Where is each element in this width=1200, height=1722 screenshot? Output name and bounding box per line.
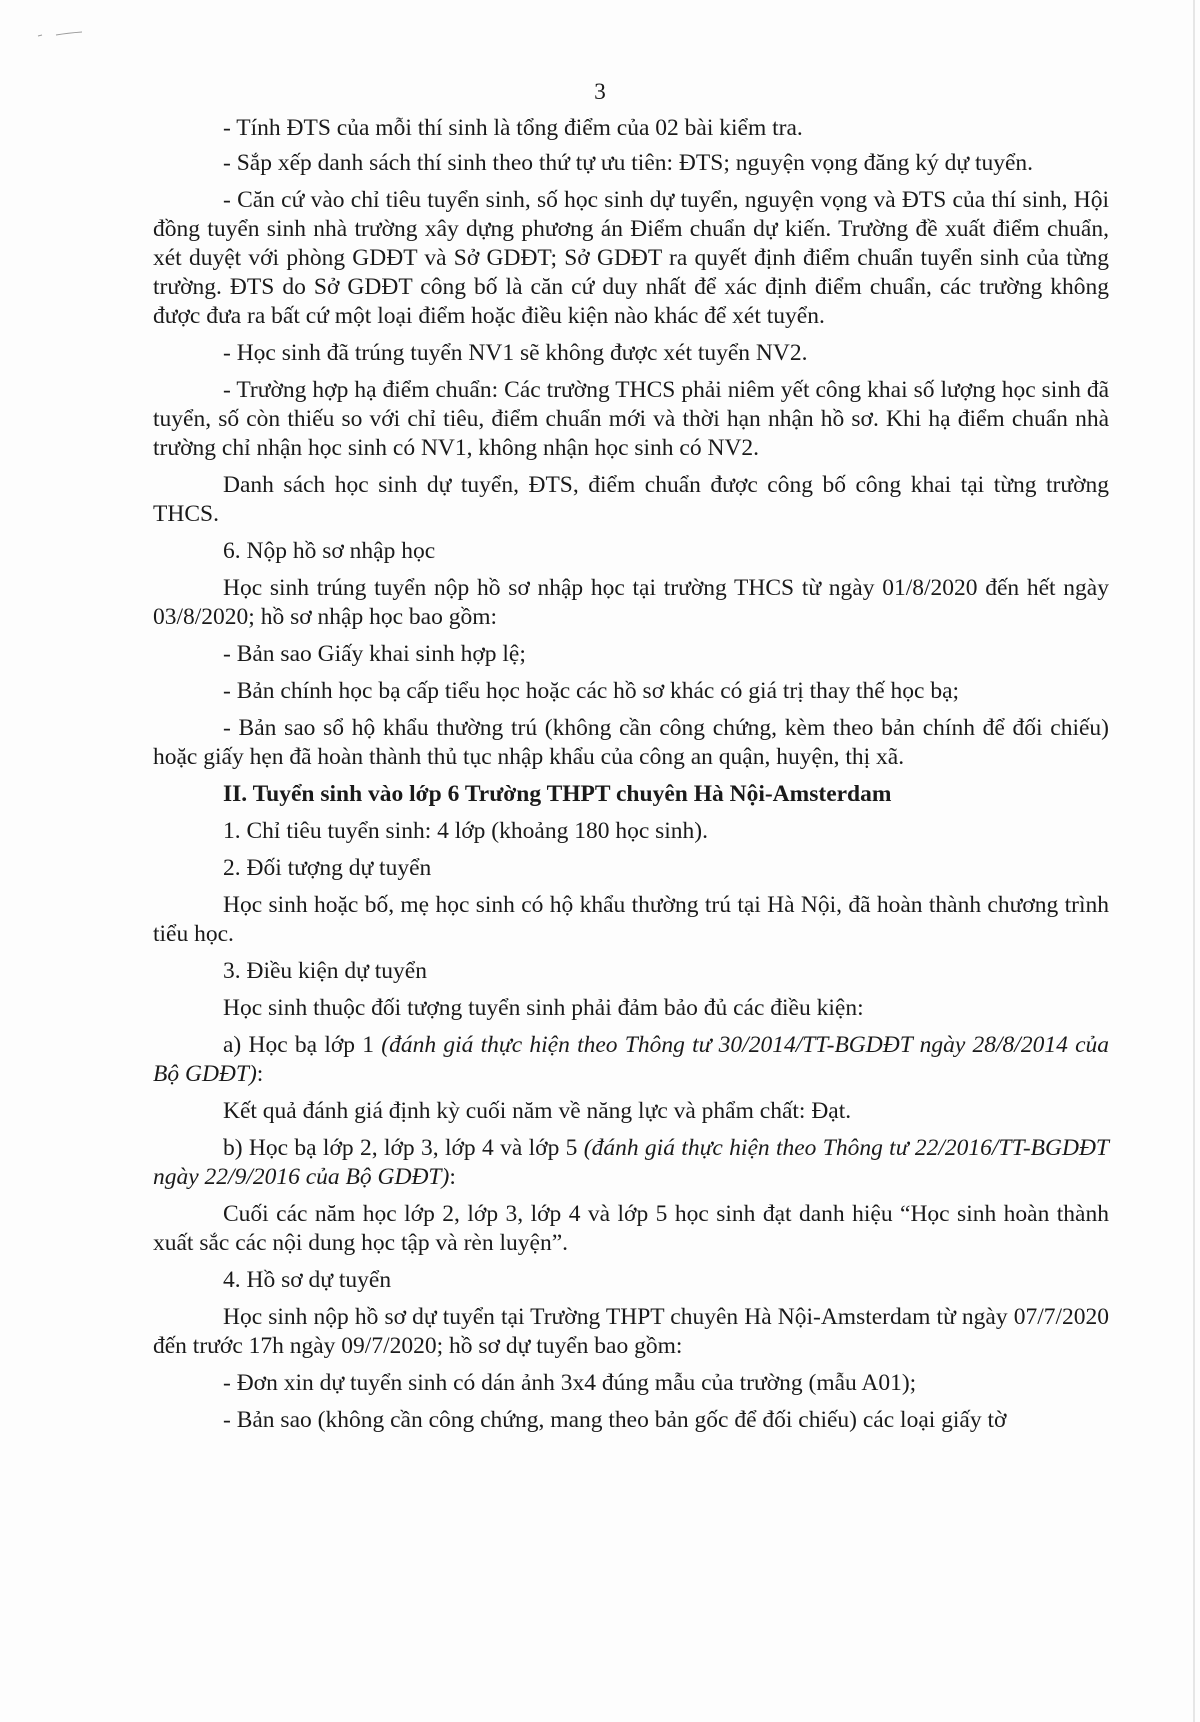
condition-b xyxy=(153,1134,1109,1192)
list-item-household-book: - Bản sao sổ hộ khẩu thường trú (không cần công chứng, kèm theo bản chính để đối chiếu) hoặc giấy hẹn đã hoàn thành thủ tục nhập khẩu của công an quận, huyện, thị xã. xyxy=(153,715,1109,770)
document-body xyxy=(153,114,1109,1443)
scan-smudge-mark xyxy=(36,30,86,38)
paragraph-benchmark-score: - Căn cứ vào chỉ tiêu tuyển sinh, số học sinh dự tuyển, nguyện vọng và ĐTS của thí sinh, Hội đồng tuyển sinh nhà trường xây dựng phương án Điểm chuẩn dự kiến. Trường đề xuất điểm chuẩn, xét duyệt với phòng GDĐT và Sở GDĐT; Sở GDĐT ra quyết định điểm chuẩn tuyển sinh của từng trường. ĐTS do Sở GDĐT công bố là căn cứ duy nhất để xác định điểm chuẩn, các trường không được đưa ra bất cứ một loại điểm hoặc điều kiện nào khác để xét tuyển. xyxy=(153,187,1109,329)
scan-edge-line xyxy=(1193,0,1195,1722)
list-item-school-record: - Bản chính học bạ cấp tiểu học hoặc các hồ sơ khác có giá trị thay thế học bạ; xyxy=(223,678,960,704)
list-item-birth-certificate: - Bản sao Giấy khai sinh hợp lệ; xyxy=(223,641,526,667)
subheading-submit-enrollment: 6. Nộp hồ sơ nhập học xyxy=(223,538,436,564)
condition-b-prefix: b) Học bạ lớp 2, lớp 3, lớp 4 và lớp 5 xyxy=(223,1135,584,1161)
paragraph-nv1-rule: - Học sinh đã trúng tuyển NV1 sẽ không được xét tuyển NV2. xyxy=(223,340,808,366)
page-number: 3 xyxy=(594,79,606,105)
list-item-copies: - Bản sao (không cần công chứng, mang theo bản gốc để đối chiếu) các loại giấy tờ xyxy=(223,1407,1007,1433)
condition-a-result: Kết quả đánh giá định kỳ cuối năm về năng lực và phẩm chất: Đạt. xyxy=(223,1098,852,1124)
subheading-conditions: 3. Điều kiện dự tuyển xyxy=(223,958,427,984)
subheading-application-dossier: 4. Hồ sơ dự tuyển xyxy=(223,1267,392,1293)
paragraph-application-dates: Học sinh nộp hồ sơ dự tuyển tại Trường THPT chuyên Hà Nội-Amsterdam từ ngày 07/7/2020 đến trước 17h ngày 09/7/2020; hồ sơ dự tuyển bao gồm: xyxy=(153,1304,1109,1359)
section-heading-amsterdam: II. Tuyển sinh vào lớp 6 Trường THPT chuyên Hà Nội-Amsterdam xyxy=(223,781,892,807)
paragraph-sort-list: - Sắp xếp danh sách thí sinh theo thứ tự ưu tiên: ĐTS; nguyện vọng đăng ký dự tuyển. xyxy=(223,150,1034,176)
condition-b-result: Cuối các năm học lớp 2, lớp 3, lớp 4 và lớp 5 học sinh đạt danh hiệu “Học sinh hoàn thành xuất sắc các nội dung học tập và rèn luyện”. xyxy=(153,1201,1109,1256)
list-item-application-form: - Đơn xin dự tuyển sinh có dán ảnh 3x4 đúng mẫu của trường (mẫu A01); xyxy=(223,1370,917,1396)
paragraph-public-list: Danh sách học sinh dự tuyển, ĐTS, điểm chuẩn được công bố công khai tại từng trường THCS. xyxy=(153,472,1109,527)
paragraph-enrollment-dates: Học sinh trúng tuyển nộp hồ sơ nhập học tại trường THCS từ ngày 01/8/2020 đến hết ngày 03/8/2020; hồ sơ nhập học bao gồm: xyxy=(153,575,1109,630)
condition-b-suffix: : xyxy=(449,1164,456,1190)
condition-a-suffix: : xyxy=(256,1061,264,1087)
paragraph-eligible-candidates: Học sinh hoặc bố, mẹ học sinh có hộ khẩu thường trú tại Hà Nội, đã hoàn thành chương trình tiểu học. xyxy=(153,892,1109,947)
paragraph-lower-benchmark: - Trường hợp hạ điểm chuẩn: Các trường THCS phải niêm yết công khai số lượng học sinh đã tuyển, số còn thiếu so với chỉ tiêu, điểm chuẩn mới và thời hạn nhận hồ sơ. Khi hạ điểm chuẩn nhà trường chỉ nhận học sinh có NV1, không nhận học sinh có NV2. xyxy=(153,377,1109,461)
condition-a-prefix: a) Học bạ lớp 1 xyxy=(223,1032,382,1058)
condition-a xyxy=(153,1031,1109,1089)
paragraph-conditions-intro: Học sinh thuộc đối tượng tuyển sinh phải đảm bảo đủ các điều kiện: xyxy=(223,995,864,1021)
paragraph-quota: 1. Chỉ tiêu tuyển sinh: 4 lớp (khoảng 180 học sinh). xyxy=(223,818,708,844)
subheading-eligible-candidates: 2. Đối tượng dự tuyển xyxy=(223,855,432,881)
paragraph-total-score: - Tính ĐTS của mỗi thí sinh là tổng điểm của 02 bài kiểm tra. xyxy=(223,115,803,141)
condition-b-reference: (đánh giá thực hiện theo Thông tư 22/2016/TT-BGDĐT ngày 22/9/2016 của Bộ GDĐT) xyxy=(153,1135,1109,1190)
condition-a-reference: (đánh giá thực hiện theo Thông tư 30/2014/TT-BGDĐT ngày 28/8/2014 của Bộ GDĐT) xyxy=(153,1032,1110,1087)
